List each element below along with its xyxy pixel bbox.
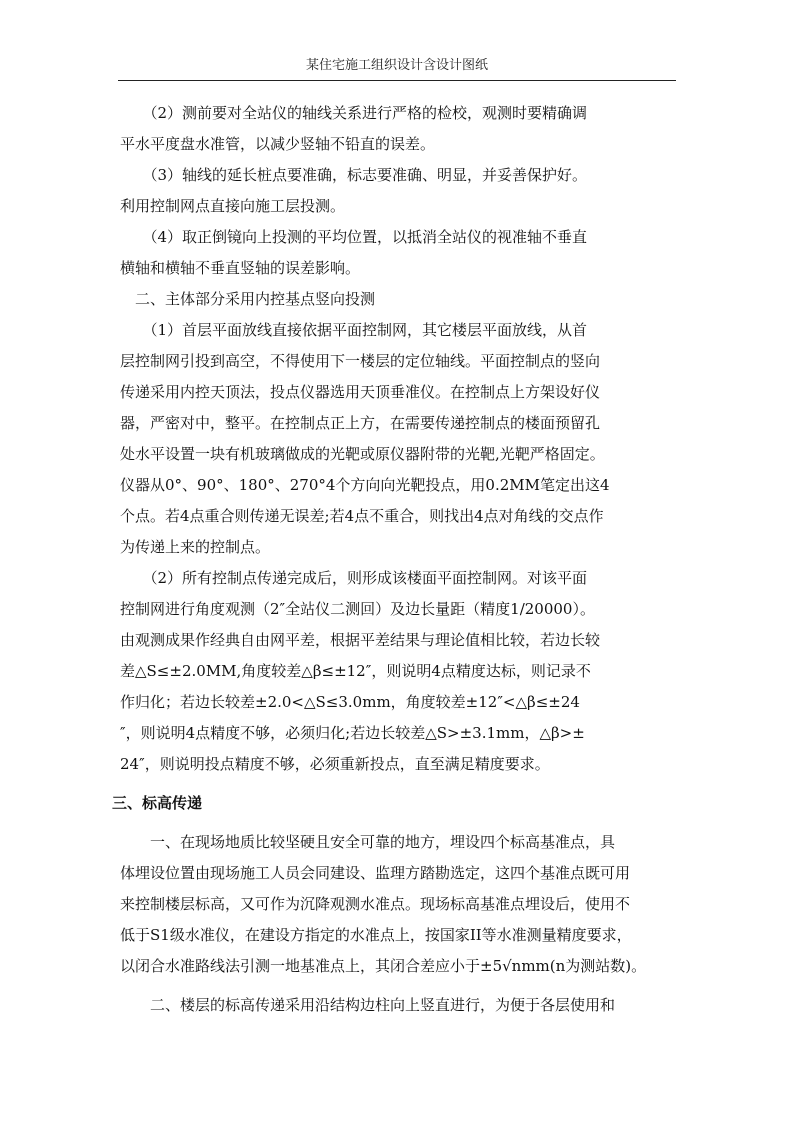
text-line: 为传递上来的控制点。 — [120, 538, 271, 556]
header-rule — [118, 80, 676, 81]
text-line: 横轴和横轴不垂直竖轴的误差影响。 — [120, 259, 361, 277]
text-line: 二、楼层的标高传递采用沿结构边柱向上竖直进行，为便于各层使用和 — [120, 996, 616, 1014]
text-line: 个点。若4点重合则传递无误差;若4点不重合，则找出4点对角线的交点作 — [120, 507, 604, 525]
section-heading: 三、标高传递 — [112, 794, 203, 812]
page-header: 某住宅施工组织设计含设计图纸 — [305, 58, 488, 73]
text-line: 一、在现场地质比较坚硬且安全可靠的地方，埋设四个标高基准点，具 — [120, 833, 616, 851]
text-line: 以闭合水准路线法引测一地基准点上，其闭合差应小于±5√nmm(n为测站数)。 — [120, 957, 647, 975]
text-line: 来控制楼层标高，又可作为沉降观测水准点。现场标高基准点埋设后，使用不 — [120, 895, 631, 913]
text-line: 控制网进行角度观测（2″全站仪二测回）及边长量距（精度1/20000）。 — [120, 600, 595, 618]
text-line: 器，严密对中，整平。在控制点正上方，在需要传递控制点的楼面预留孔 — [120, 414, 601, 432]
text-line: 差△S≤±2.0MM,角度较差△β≤±12″，则说明4点精度达标，则记录不 — [120, 662, 591, 680]
text-line: （4）取正倒镜向上投测的平均位置，以抵消全站仪的视准轴不垂直 — [120, 228, 588, 246]
text-line: 作归化；若边长较差±2.0<△S≤3.0mm，角度较差±12″<△β≤±24 — [120, 693, 580, 711]
text-line: 低于S1级水准仪，在建设方指定的水准点上，按国家II等水准测量精度要求， — [120, 926, 632, 944]
section-gap — [120, 819, 678, 827]
document-body — [112, 98, 678, 1021]
text-line: 平水平度盘水准管，以减少竖轴不铅直的误差。 — [120, 135, 436, 153]
text-line: （1）首层平面放线直接依据平面控制网，其它楼层平面放线，从首 — [120, 321, 588, 339]
text-line: 处水平设置一块有机玻璃做成的光靶或原仪器附带的光靶,光靶严格固定。 — [120, 445, 605, 463]
section-subheading: 二、主体部分采用内控基点竖向投测 — [120, 290, 376, 308]
text-line: 体埋设位置由现场施工人员会同建设、监理方踏勘选定，这四个基准点既可用 — [120, 864, 631, 882]
text-line: 传递采用内控天顶法，投点仪器选用天顶垂准仪。在控制点上方架设好仪 — [120, 383, 601, 401]
text-line: ″，则说明4点精度不够，必须归化;若边长较差△S>±3.1mm，△β>± — [120, 724, 585, 742]
text-line: （3）轴线的延长桩点要准确，标志要准确、明显，并妥善保护好。 — [120, 166, 588, 184]
text-line: 仪器从0°、90°、180°、270°4个方向向光靶投点，用0.2MM笔定出这4 — [120, 476, 610, 494]
section-gap — [120, 982, 678, 990]
text-line: 利用控制网点直接向施工层投测。 — [120, 197, 346, 215]
text-line: （2）所有控制点传递完成后，则形成该楼面平面控制网。对该平面 — [120, 569, 588, 587]
text-line: （2）测前要对全站仪的轴线关系进行严格的检校，观测时要精确调 — [120, 104, 588, 122]
section-gap — [120, 780, 678, 788]
text-line: 由观测成果作经典自由网平差，根据平差结果与理论值相比较，若边长较 — [120, 631, 601, 649]
text-line: 24″，则说明投点精度不够，必须重新投点，直至满足精度要求。 — [120, 755, 550, 773]
text-line: 层控制网引投到高空，不得使用下一楼层的定位轴线。平面控制点的竖向 — [120, 352, 601, 370]
